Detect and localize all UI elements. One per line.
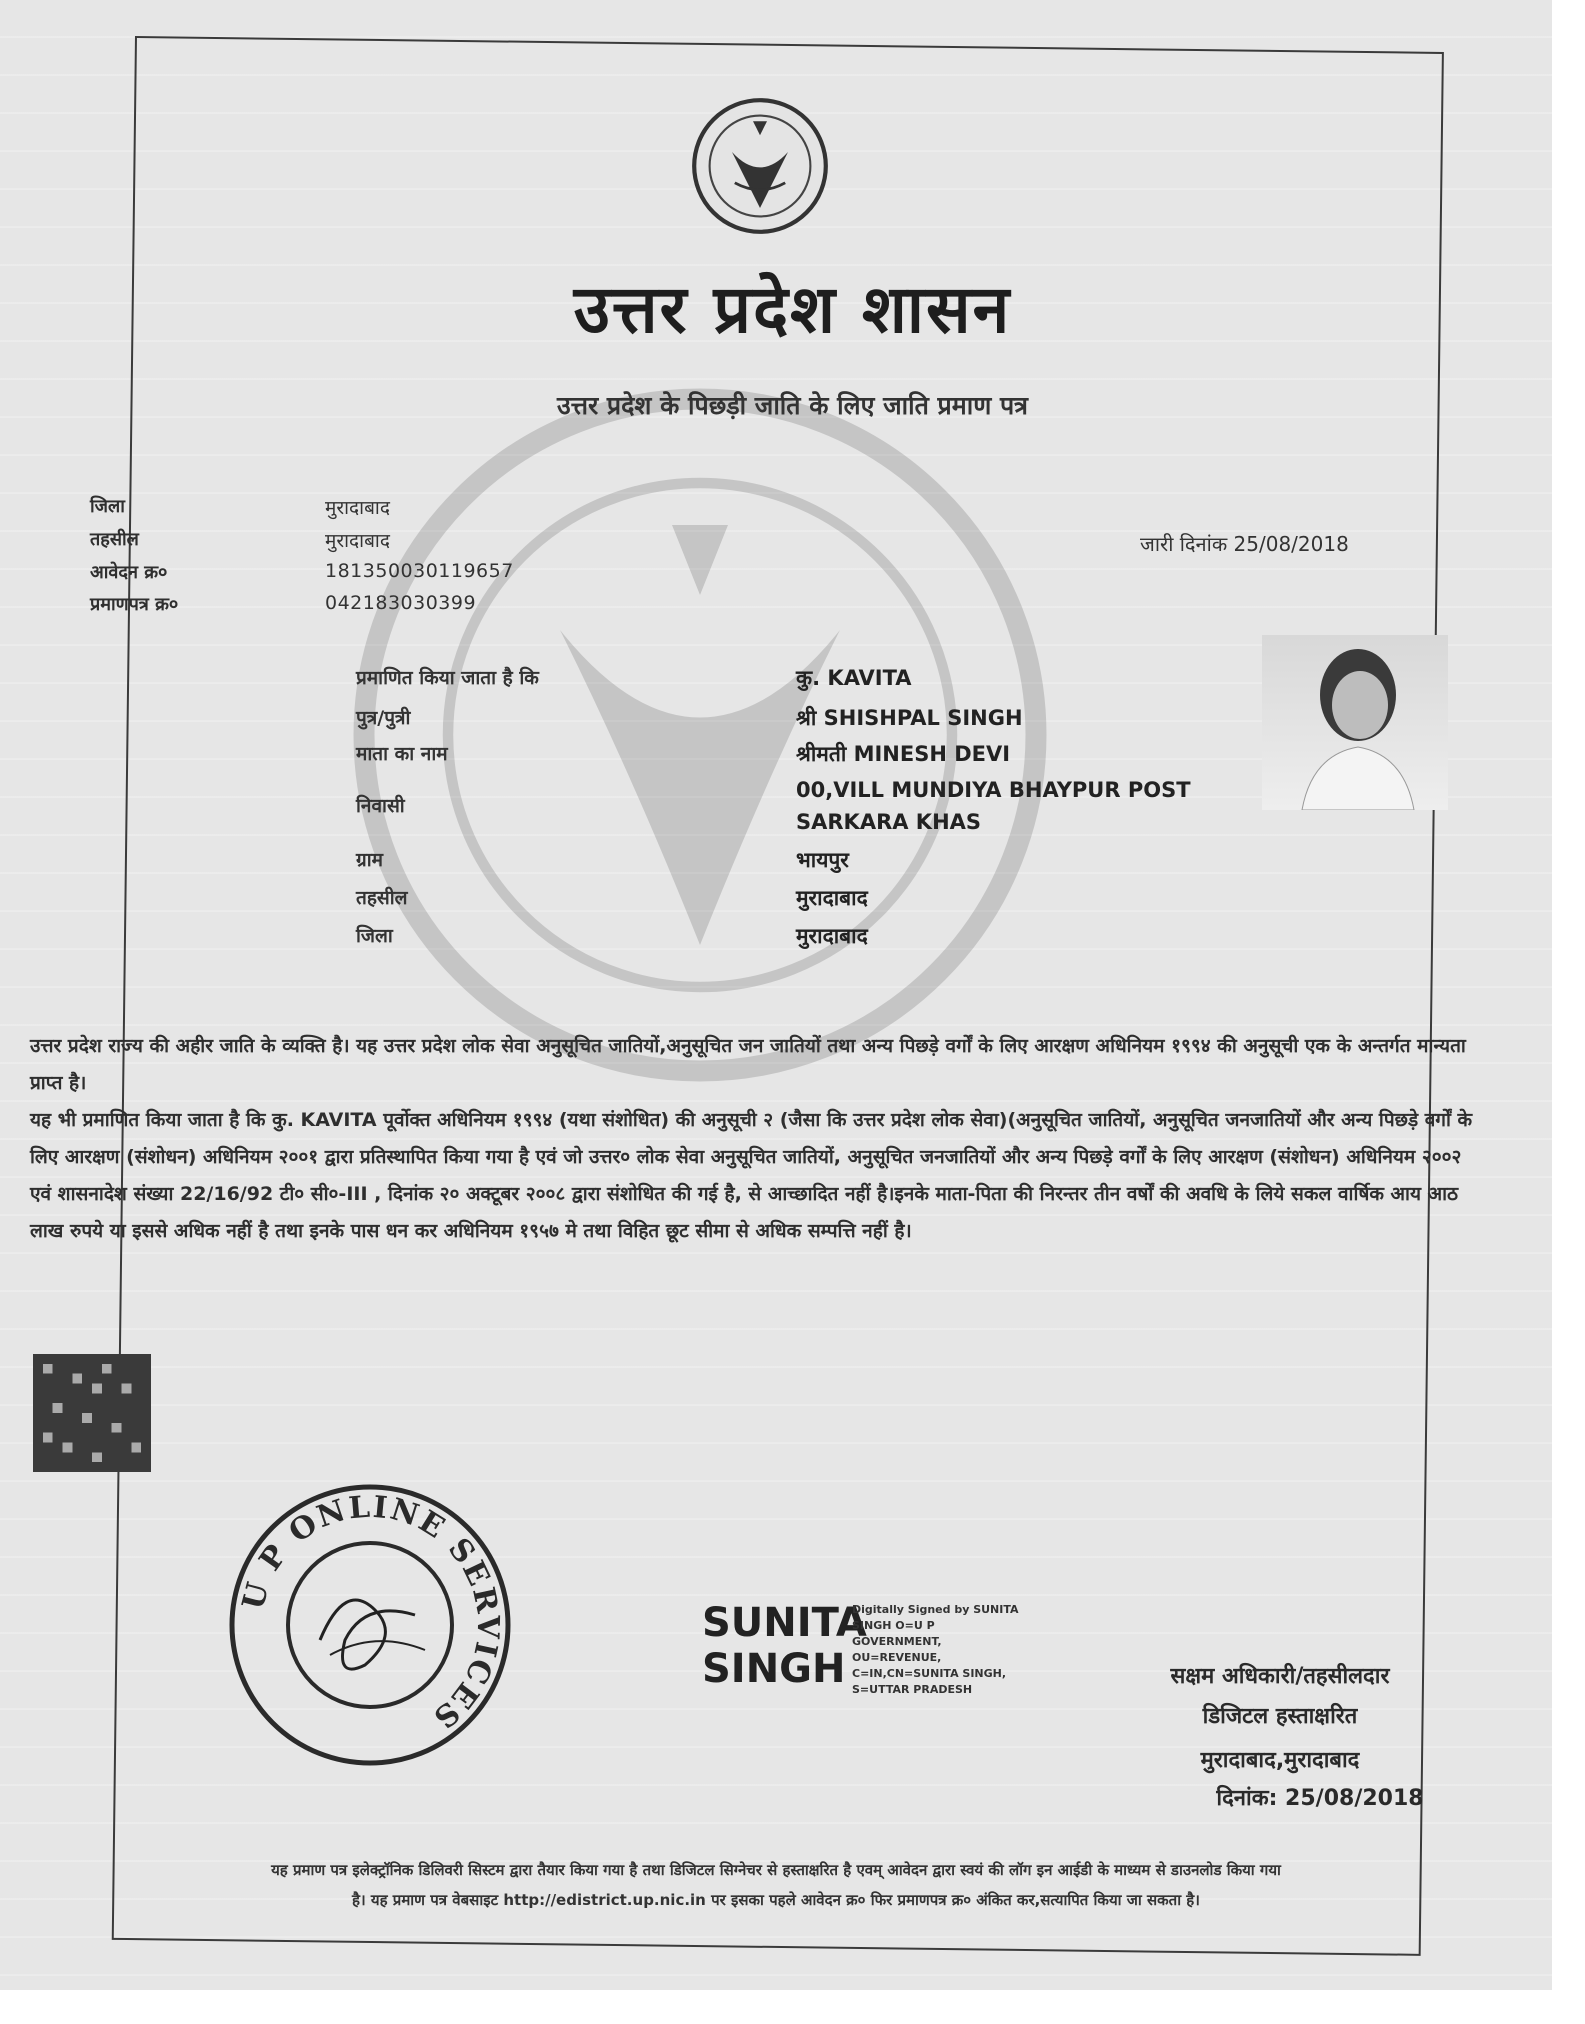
officer-date: दिनांक: 25/08/2018 (1216, 1786, 1424, 1811)
mother-label: माता का नाम (356, 743, 448, 765)
footer-line-2: है। यह प्रमाण पत्र वेबसाइट http://edistrict.up.nic.in पर इसका पहले आवेदन क्र० फिर प्रमाणपत्र क्र० अंकित कर,सत्यापित किया जा सकता है। (352, 1891, 1200, 1909)
svg-text:U P ONLINE SERVICES: U P ONLINE SERVICES (235, 1489, 506, 1736)
page-title: उत्तर प्रदेश शासन (573, 270, 1012, 348)
officer-location: मुरादाबाद,मुरादाबाद (1200, 1748, 1360, 1773)
signature-info-line: C=IN,CN=SUNITA SINGH, (852, 1667, 1007, 1680)
address-line1: 00,VILL MUNDIYA BHAYPUR POST (796, 778, 1191, 802)
applicant-photo (1262, 635, 1448, 810)
qr-code (30, 1354, 154, 1472)
tehsil-label: तहसील (90, 529, 139, 550)
person-tehsil-label: तहसील (356, 887, 408, 909)
officer-digital-signed: डिजिटल हस्ताक्षरित (1202, 1704, 1358, 1729)
tehsil-value: मुरादाबाद (325, 530, 390, 552)
body-paragraph-1: उत्तर प्रदेश राज्य की अहीर जाति के व्यक्ति है। यह उत्तर प्रदेश लोक सेवा अनुसूचित जातियों,अनुसूचित जन जातियों तथा अन्य पिछड़े वर्गों के लिए आरक्षण अधिनियम १९९४ की अनुसूची एक के अन्तर्गत मान्यता प्राप्त है। (30, 1035, 1466, 1094)
emblem-watermark (350, 385, 1050, 1085)
father-label: पुत्र/पुत्री (356, 707, 411, 729)
application-number-value: 181350030119657 (325, 560, 514, 582)
person-district-value: मुरादाबाद (796, 924, 868, 948)
certificate-number-value: 042183030399 (325, 592, 477, 614)
signature-info-line: SINGH O=U P (852, 1619, 935, 1632)
district-label: जिला (90, 496, 125, 517)
signature-info-line: GOVERNMENT, (852, 1635, 942, 1648)
signature-info-line: S=UTTAR PRADESH (852, 1683, 973, 1696)
footer-line-1: यह प्रमाण पत्र इलेक्ट्रॉनिक डिलिवरी सिस्टम द्वारा तैयार किया गया है तथा डिजिटल सिग्नेचर से हस्ताक्षरित है एवम् आवेदन द्वारा स्वयं की लॉग इन आईडी के माध्यम से डाउनलोड किया गया (271, 1861, 1281, 1879)
signature-name-line2: SINGH (702, 1646, 846, 1692)
issue-date: जारी दिनांक 25/08/2018 (1140, 532, 1349, 556)
mother-name: श्रीमती MINESH DEVI (796, 742, 1011, 766)
person-silhouette-icon (1262, 635, 1448, 810)
signature-info-line: Digitally Signed by SUNITA (852, 1603, 1019, 1616)
village-label: ग्राम (356, 849, 383, 871)
officer-designation: सक्षम अधिकारी/तहसीलदार (1170, 1664, 1390, 1689)
certificate-subtitle: उत्तर प्रदेश के पिछड़ी जाति के लिए जाति प्रमाण पत्र (557, 391, 1028, 420)
digital-signature-name (702, 1600, 867, 1692)
digital-signature-info (852, 1602, 1072, 1698)
applicant-name: कु. KAVITA (796, 666, 912, 690)
village-value: भायपुर (796, 848, 849, 872)
signature-info-line: OU=REVENUE, (852, 1651, 942, 1664)
up-online-services-seal (225, 1480, 515, 1770)
certify-label: प्रमाणित किया जाता है कि (356, 667, 539, 689)
father-name: श्री SHISHPAL SINGH (796, 706, 1023, 730)
application-number-label: आवेदन क्र० (90, 562, 168, 583)
certificate-number-label: प्रमाणपत्र क्र० (90, 594, 179, 615)
signature-name-line1: SUNITA (702, 1600, 867, 1646)
up-government-emblem (690, 96, 830, 236)
district-value: मुरादाबाद (325, 497, 390, 519)
address-label: निवासी (356, 795, 405, 817)
person-tehsil-value: मुरादाबाद (796, 886, 868, 910)
body-paragraph-2: यह भी प्रमाणित किया जाता है कि कु. KAVITA पूर्वोक्त अधिनियम १९९४ (यथा संशोधित) की अनुसूची २ (जैसा कि उत्तर प्रदेश लोक सेवा)(अनुसूचित जातियों, अनुसूचित जनजातियों और अन्य पिछड़े वर्गों के लिए आरक्षण (संशोधन) अधिनियम २००१ द्वारा प्रतिस्थापित किया गया है एवं जो उत्तर० लोक सेवा अनुसूचित जातियों, अनुसूचित जनजातियों और अन्य पिछड़े वर्गों के लिए आरक्षण (संशोधन) अधिनियम २००२ एवं शासनादेश संख्या 22/16/92 टी० सी०-III , दिनांक २० अक्टूबर २००८ द्वारा संशोधित की गई है, से आच्छादित नहीं है।इनके माता-पिता की निरन्तर तीन वर्षों की अवधि के लिये सकल वार्षिक आय आठ लाख रुपये या इससे अधिक नहीं है तथा इनके पास धन कर अधिनियम १९५७ मे तथा विहित छूट सीमा से अधिक सम्पत्ति नहीं है। (30, 1109, 1473, 1242)
person-district-label: जिला (356, 925, 393, 947)
address-line2: SARKARA KHAS (796, 810, 982, 834)
